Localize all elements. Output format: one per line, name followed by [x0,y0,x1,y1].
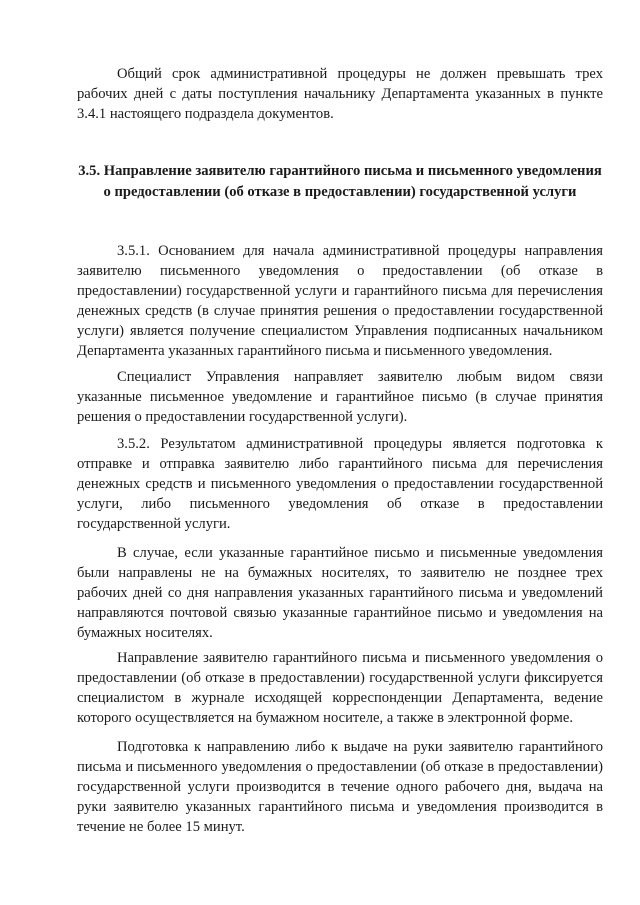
section-heading: 3.5. Направление заявителю гарантийного письма и письменного уведомления о предоставлении (об отказе в предоставлении) государственной услуги [78,163,602,200]
paragraph-3-5-1: 3.5.1. Основанием для начала административной процедуры направления заявителю письменного уведомления о предоставлении (об отказе в предоставлении) государственной услуги и гарантийного письма для перечисления денежных средств (в случае принятия решения о предоставлении государственной услуги) является получение специалистом Управления подписанных начальником Департамента указанных гарантийного письма и письменного уведомления. [77,243,603,359]
paragraph-specialist: Специалист Управления направляет заявителю любым видом связи указанные письменное уведомление и гарантийное письмо (в случае принятия решения о предоставлении государственной услуги). [77,369,603,425]
intro-paragraph: Общий срок административной процедуры не должен превышать трех рабочих дней с даты поступления начальнику Департамента указанных в пункте 3.4.1 настоящего подраздела документов. [77,66,603,122]
paragraph-registration: Направление заявителю гарантийного письма и письменного уведомления о предоставлении (об отказе в предоставлении) государственной услуги фиксируется специалистом в журнале исходящей корреспонденции Департамента, ведение которого осуществляется на бумажном носителе, а также в электронной форме. [77,650,603,726]
paragraph-3-5-2: 3.5.2. Результатом административной процедуры является подготовка к отправке и отправка заявителю либо гарантийного письма для перечисления денежных средств и письменного уведомления о предоставлении государственной услуги, либо письменного уведомления об отказе в предоставлении государственной услуги. [77,436,603,532]
paragraph-non-paper: В случае, если указанные гарантийное письмо и письменные уведомления были направлены не на бумажных носителях, то заявителю не позднее трех рабочих дней со дня направления указанных гарантийного письма и уведомлений направляются почтовой связью указанные гарантийное письмо и уведомления на бумажных носителях. [77,545,603,641]
paragraph-preparation: Подготовка к направлению либо к выдаче на руки заявителю гарантийного письма и письменного уведомления о предоставлении (об отказе в предоставлении) государственной услуги производится в течение одного рабочего дня, выдача на руки заявителю указанных гарантийного письма и уведомления производится в течение не более 15 минут. [77,739,603,835]
